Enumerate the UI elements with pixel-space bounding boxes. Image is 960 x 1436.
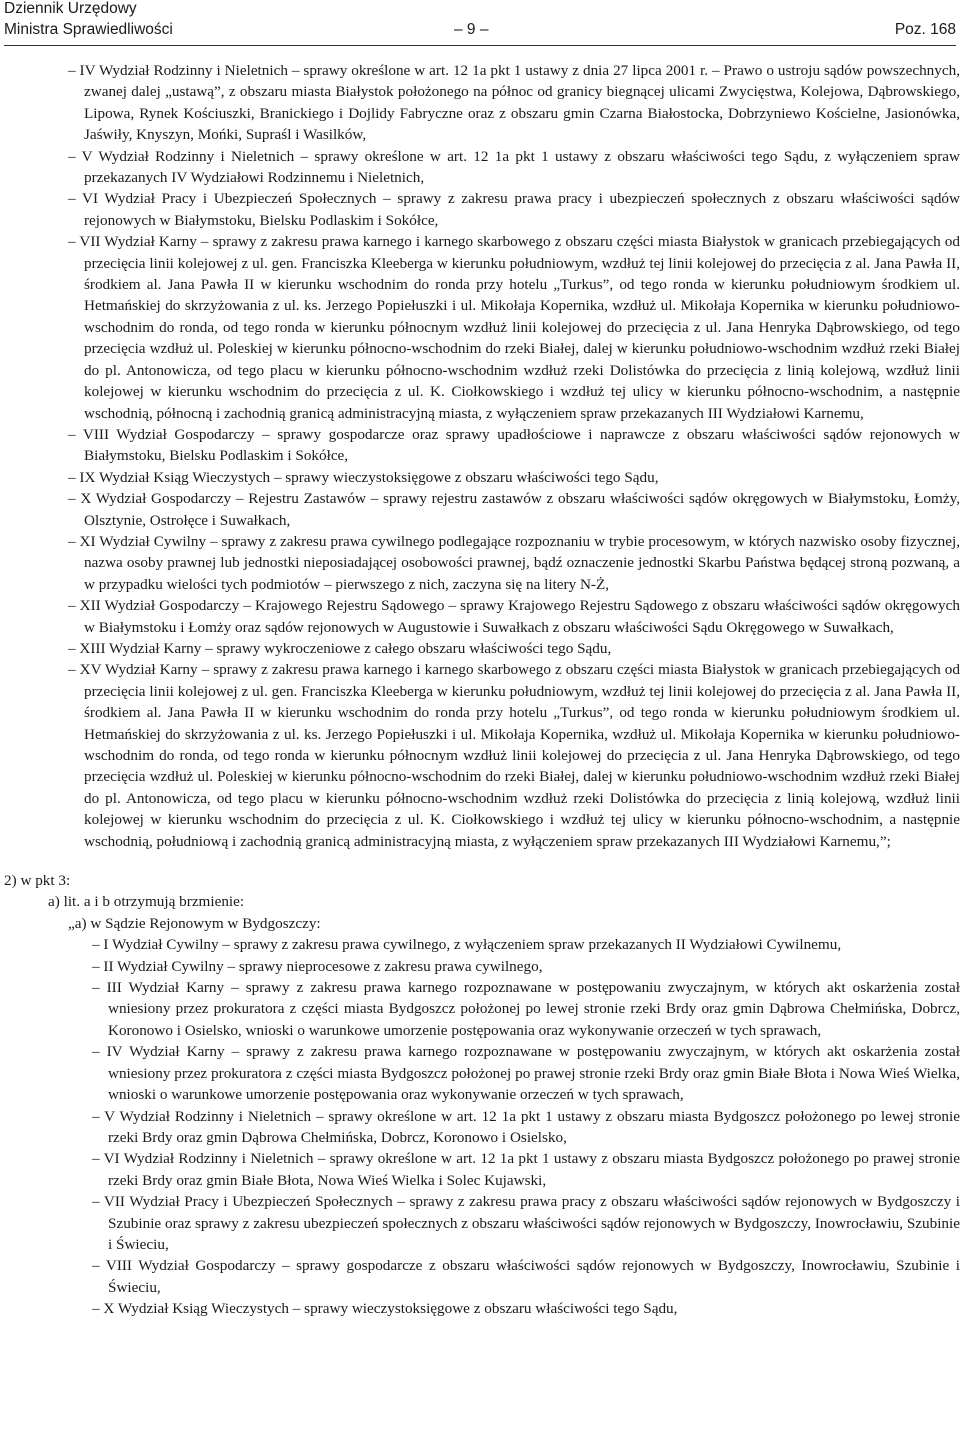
header-divider [4, 45, 956, 46]
division-item: – XIII Wydział Karny – sprawy wykroczeniowe z całego obszaru właściwości tego Sądu, [68, 639, 612, 657]
position-number: Poz. 168 [894, 21, 956, 38]
division-item: – X Wydział Gospodarczy – Rejestru Zastawów – sprawy rejestru zastawów z obszaru właściwości sądów okręgowych w Białymstoku, Łomży, Olsztynie, Ostrołęce i Suwałkach, [68, 490, 960, 529]
division-item: – V Wydział Rodzinny i Nieletnich – sprawy określone w art. 12 1a pkt 1 ustawy z obszaru właściwości tego Sądu, z wyłączeniem spraw przekazanych IV Wydziałowi Rodzinnemu i Nieletnich, [68, 147, 960, 187]
division-item: – IV Wydział Karny – sprawy z zakresu prawa karnego rozpoznawane w postępowaniu zwyczajnym, w których akt oskarżenia został wniesiony przez prokuratora z części miasta Bydgoszcz położonej po prawej stronie rzeki Brdy oraz gmin Białe Błota i Nowa Wieś Wielka, wnioski o warunkowe umorzenie postępowania oraz wykonywanie orzeczeń w tych sprawach, [92, 1043, 960, 1104]
letter-heading: a) lit. a i b otrzymują brzmienie: [48, 893, 245, 911]
point-heading: 2) w pkt 3: [4, 872, 71, 890]
division-list-bydgoszcz [0, 934, 960, 1319]
division-item: – III Wydział Karny – sprawy z zakresu prawa karnego rozpoznawane w postępowaniu zwyczajnym, w których akt oskarżenia został wniesiony przez prokuratora z części miasta Bydgoszcz położonej po lewej stronie rzeki Brdy oraz gmin Dąbrowa Chełmińska, Dobrcz, Koronowo i Osielsko, wnioski o warunkowe umorzenie postępowania oraz wykonywanie orzeczeń w tych sprawach, [92, 979, 960, 1039]
division-item: – VII Wydział Pracy i Ubezpieczeń Społecznych – sprawy z zakresu prawa pracy z obszaru właściwości sądów rejonowych w Bydgoszczy i Szubinie oraz sprawy z zakresu ubezpieczeń społecznych z obszaru właściwości sądów rejonowych w Bydgoszczy, Inowrocławiu, Szubinie i Świeciu, [92, 1193, 960, 1253]
division-item: – IX Wydział Ksiąg Wieczystych – sprawy wieczystoksięgowe z obszaru właściwości tego Sądu, [68, 468, 659, 486]
division-item: – IV Wydział Rodzinny i Nieletnich – sprawy określone w art. 12 1a pkt 1 ustawy z dnia 27 lipca 2001 r. – Prawo o ustroju sądów powszechnych, zwanej dalej „ustawą”, z obszaru miasta Białystok położonego na północ od granicy biegnącej ulicami Zwycięstwa, Kolejowa, Dąbrowskiego, Lipowa, Rynek Kościuszki, Branickiego i Dojlidy Fabryczne oraz z obszaru gmin Czarna Białostocka, Dobrzyniewo Kościelne, Jasionówka, Jaświły, Knyszyn, Mońki, Supraśl i Wasilków, [68, 62, 960, 144]
division-list-bialystok [0, 60, 960, 852]
page-header [4, 0, 956, 44]
division-item: – X Wydział Ksiąg Wieczystych – sprawy wieczystoksięgowe z obszaru właściwości tego Sądu, [92, 1300, 678, 1318]
division-item: – VIII Wydział Gospodarczy – sprawy gospodarcze oraz sprawy upadłościowe i naprawcze z obszaru właściwości sądów rejonowych w Białymstoku, Bielsku Podlaskim i Sokółce, [68, 425, 960, 465]
division-item: – II Wydział Cywilny – sprawy nieprocesowe z zakresu prawa cywilnego, [92, 957, 543, 975]
document-body [0, 60, 960, 1320]
journal-title: Dziennik Urzędowy [4, 0, 137, 17]
division-item: – V Wydział Rodzinny i Nieletnich – sprawy określone w art. 12 1a pkt 1 ustawy z obszaru miasta Bydgoszcz położonego po lewej stronie rzeki Brdy oraz gmin Dąbrowa Chełmińska, Dobrcz, Koronowo i Osielsko, [92, 1107, 960, 1146]
division-item: – VII Wydział Karny – sprawy z zakresu prawa karnego i karnego skarbowego z obszaru części miasta Białystok w granicach przebiegających od przecięcia linii kolejowej z ul. gen. Franciszka Kleeberga w kierunku południowym, wzdłuż tej linii kolejowej do przecięcia z al. Jana Pawła II, środkiem al. Jana Pawła II w kierunku wschodnim do ronda przy hotelu „Turkus”, od tego ronda w kierunku południowym środkiem ul. Hetmańskiej do skrzyżowania z ul. ks. Jerzego Popiełuszki i ul. Mikołaja Kopernika, wzdłuż ul. Mikołaja Kopernika w kierunku południowo-wschodnim do ronda, od tego ronda w kierunku północnym wzdłuż linii kolejowej do przecięcia z ul. Jana Henryka Dąbrowskiego, od tego przecięcia wzdłuż ul. Poleskiej w kierunku północno-wschodnim do rzeki Białej, dalej w kierunku południowo-wschodnim wzdłuż rzeki Białej do pl. Antonowicza, od tego placu w kierunku północno-wschodnim wzdłuż rzeki Dolistówka do przecięcia z linią kolejową, wzdłuż linii kolejowej w kierunku wschodnim do przecięcia z ul. K. Ciołkowskiego i wzdłuż tej ulicy w kierunku północno-wschodnim, a następnie wschodnią, północną i zachodnią granicą administracyjną miasta, z wyłączeniem spraw przekazanych III Wydziałowi Karnemu, [68, 233, 960, 422]
division-item: – VI Wydział Pracy i Ubezpieczeń Społecznych – sprawy z zakresu prawa pracy i ubezpieczeń społecznych z obszaru właściwości sądów rejonowych w Białymstoku, Bielsku Podlaskim i Sokółce, [68, 190, 960, 229]
division-item: – VI Wydział Rodzinny i Nieletnich – sprawy określone w art. 12 1a pkt 1 ustawy z obszaru miasta Bydgoszcz położonego po prawej stronie rzeki Brdy oraz gmin Białe Błota, Nowa Wieś Wielka i Solec Kujawski, [92, 1150, 960, 1189]
division-item: – XI Wydział Cywilny – sprawy z zakresu prawa cywilnego podlegające rozpoznaniu w trybie procesowym, w których nazwisko osoby fizycznej, nazwa osoby prawnej lub jednostki nieposiadającej osobowości prawnej, bądź oznaczenie jednostki Skarbu Państwa będącej stroną pozwaną, a w przypadku wielości tych podmiotów – pierwszego z nich, zaczyna się na litery N-Ż, [68, 532, 960, 593]
ministry-name: Ministra Sprawiedliwości [4, 21, 173, 38]
court-heading: „a) w Sądzie Rejonowym w Bydgoszczy: [68, 914, 321, 932]
division-item: – VIII Wydział Gospodarczy – sprawy gospodarcze z obszaru właściwości sądów rejonowych w Bydgoszczy, Inowrocławiu, Szubinie i Świeciu, [92, 1257, 960, 1296]
division-item: – XV Wydział Karny – sprawy z zakresu prawa karnego i karnego skarbowego z obszaru części miasta Białystok w granicach przebiegających od przecięcia linii kolejowej z ul. gen. Franciszka Kleeberga w kierunku południowym, wzdłuż tej linii kolejowej do przecięcia z al. Jana Pawła II, środkiem al. Jana Pawła II w kierunku wschodnim do ronda przy hotelu „Turkus”, od tego ronda w kierunku południowym środkiem ul. Hetmańskiej do skrzyżowania z ul. ks. Jerzego Popiełuszki i ul. Mikołaja Kopernika, wzdłuż ul. Mikołaja Kopernika w kierunku południowo-wschodnim do ronda, od tego ronda w kierunku północnym wzdłuż linii kolejowej do przecięcia z ul. Jana Henryka Dąbrowskiego, od tego przecięcia wzdłuż ul. Poleskiej w kierunku północno-wschodnim do rzeki Białej, dalej w kierunku południowo-wschodnim wzdłuż rzeki Białej do pl. Antonowicza, od tego placu w kierunku północno-wschodnim wzdłuż rzeki Dolistówka do przecięcia z linią kolejową, wzdłuż linii kolejowej w kierunku wschodnim do przecięcia z ul. K. Ciołkowskiego i wzdłuż tej ulicy w kierunku północno-wschodnim, a następnie wschodnią, południową i zachodnią granicą administracyjną miasta, z wyłączeniem spraw przekazanych III Wydziałowi Karnemu,”; [68, 661, 960, 850]
division-item: – I Wydział Cywilny – sprawy z zakresu prawa cywilnego, z wyłączeniem spraw przekazanych II Wydziałowi Cywilnemu, [92, 936, 842, 954]
page-number: – 9 – [454, 21, 489, 38]
division-item: – XII Wydział Gospodarczy – Krajowego Rejestru Sądowego – sprawy Krajowego Rejestru Sądowego z obszaru właściwości sądów okręgowych w Białymstoku i Łomży oraz sądów rejonowych w Augustowie i Suwałkach z obszaru właściwości Sądu Okręgowego w Suwałkach, [68, 597, 960, 636]
